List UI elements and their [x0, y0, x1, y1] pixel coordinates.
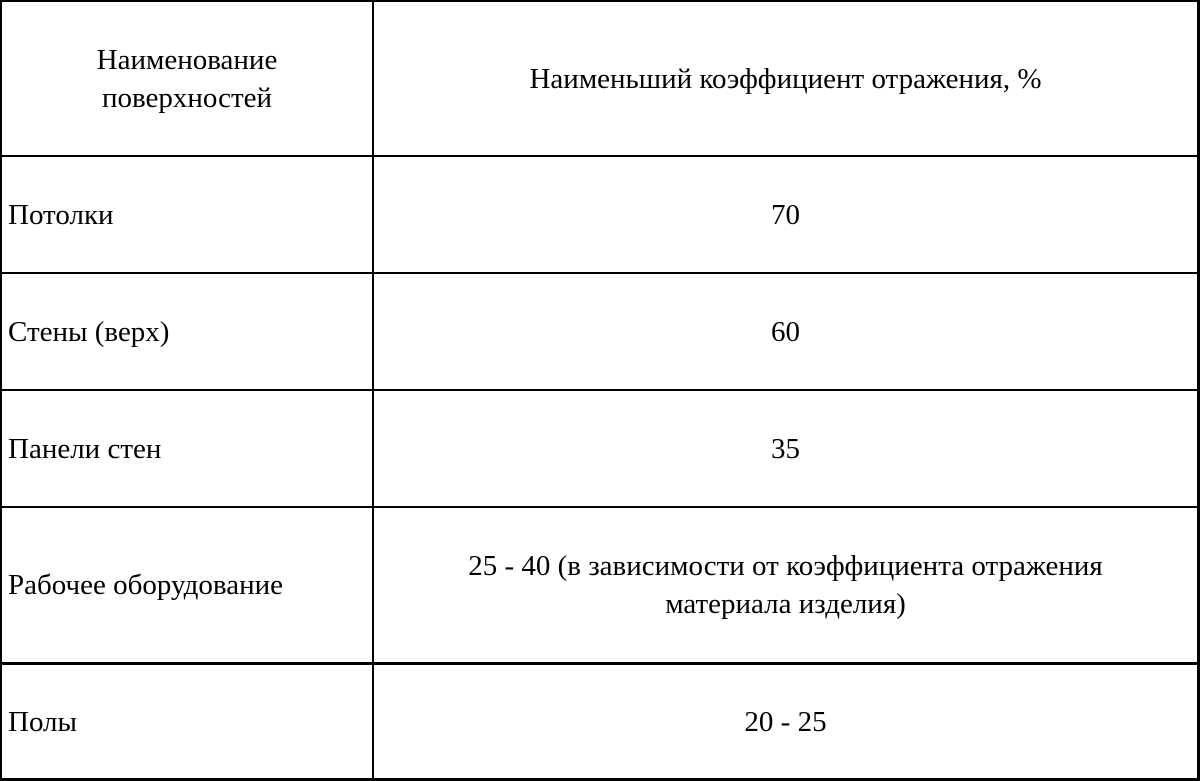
table-row-floors-surface: [2, 665, 372, 778]
surface-label: Рабочее оборудование: [8, 569, 283, 601]
table-row-wall-panels-value: [374, 391, 1197, 506]
table-row-ceilings-value: [374, 157, 1197, 272]
table-row-ceilings-surface: [2, 157, 372, 272]
surface-label: Панели стен: [8, 432, 162, 465]
surface-label: Потолки: [8, 198, 114, 231]
surface-label: Стены (верх): [8, 315, 170, 348]
surface-label: Полы: [8, 705, 78, 738]
header-reflection-coefficient-text: Наименьший коэффициент отражения, %: [529, 62, 1042, 95]
table-row-wall-panels-surface: [2, 391, 372, 506]
coefficient-value: 25 - 40 (в зависимости от коэффициента отражения материала изделия): [468, 550, 1103, 620]
header-reflection-coefficient: [374, 2, 1197, 155]
table-row-equipment-surface: [2, 508, 372, 662]
coefficient-value: 35: [771, 432, 800, 465]
coefficient-value: 20 - 25: [744, 705, 827, 738]
coefficient-value: 60: [771, 315, 800, 348]
table-row-walls-top-surface: [2, 274, 372, 389]
table-row-equipment-value: [374, 508, 1197, 662]
header-surface-name: [2, 2, 372, 155]
header-surface-name-text: Наименование поверхностей: [96, 43, 278, 114]
table-row-floors-value: [374, 665, 1197, 778]
table-row-walls-top-value: [374, 274, 1197, 389]
coefficient-value: 70: [771, 198, 800, 231]
